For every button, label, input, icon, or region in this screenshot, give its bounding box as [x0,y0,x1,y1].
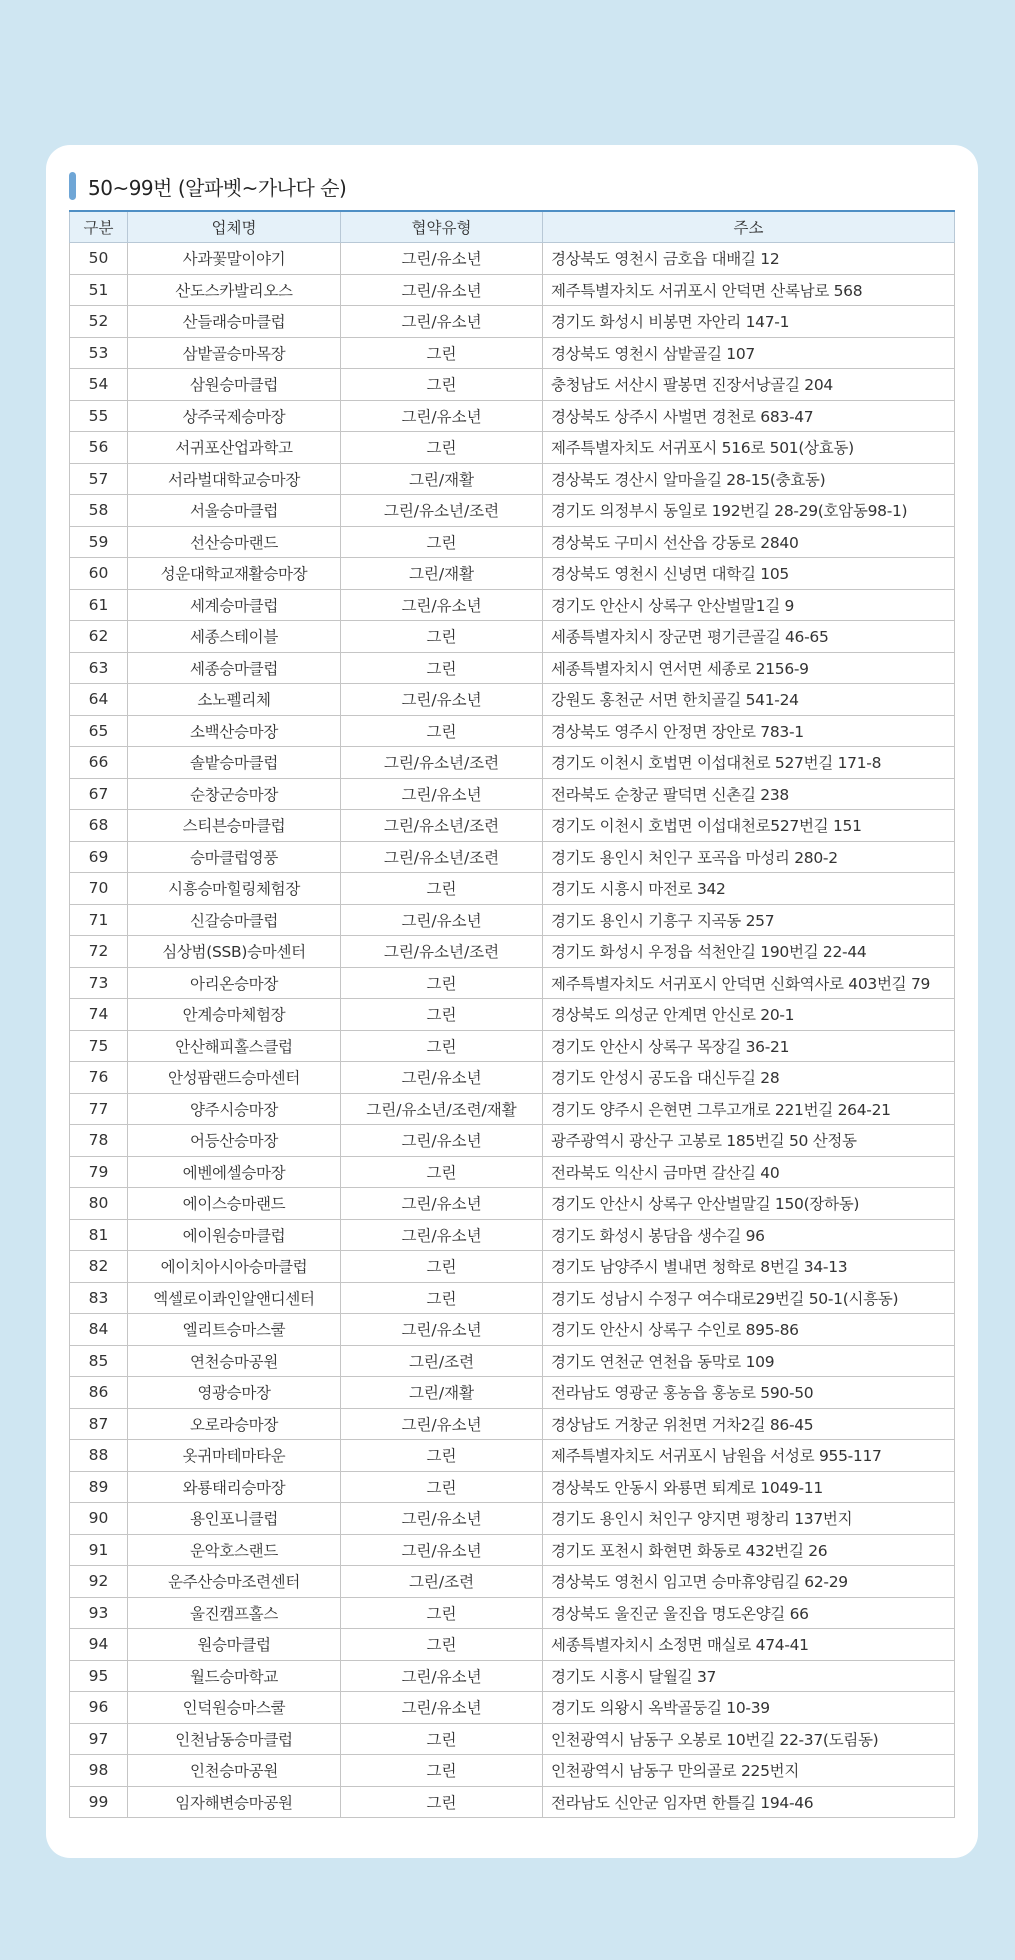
address: 경기도 의왕시 옥박골둥길 10-39 [543,1692,955,1724]
agreement-type: 그린 [341,369,543,401]
company-name: 인천남동승마클럽 [128,1723,341,1755]
table-row [70,1440,955,1472]
agreement-type: 그린/유소년/조련 [341,841,543,873]
company-name: 어등산승마장 [128,1125,341,1157]
address: 경상북도 상주시 사벌면 경천로 683-47 [543,400,955,432]
table-row [70,778,955,810]
agreement-type: 그린 [341,715,543,747]
table-row [70,1786,955,1818]
agreement-type: 그린 [341,1440,543,1472]
company-name: 소노펠리체 [128,684,341,716]
company-name: 인덕원승마스쿨 [128,1692,341,1724]
row-number: 92 [70,1566,128,1598]
section-heading [69,170,346,202]
address: 전라남도 영광군 홍농읍 홍농로 590-50 [543,1377,955,1409]
table-row [70,999,955,1031]
table-row [70,904,955,936]
company-name: 사과꽃말이야기 [128,243,341,275]
row-number: 57 [70,463,128,495]
row-number: 64 [70,684,128,716]
row-number: 85 [70,1345,128,1377]
address: 경상북도 영주시 안정면 장안로 783-1 [543,715,955,747]
table-row [70,1566,955,1598]
row-number: 96 [70,1692,128,1724]
table-row [70,1597,955,1629]
address: 경상북도 영천시 삼밭골길 107 [543,337,955,369]
row-number: 73 [70,967,128,999]
company-name: 원승마클럽 [128,1629,341,1661]
row-number: 98 [70,1755,128,1787]
agreement-type: 그린/유소년 [341,1062,543,1094]
address: 경기도 시흥시 마전로 342 [543,873,955,905]
address: 제주특별자치도 서귀포시 안덕면 신화역사로 403번길 79 [543,967,955,999]
table-row [70,337,955,369]
agreement-type: 그린 [341,1156,543,1188]
address: 경기도 안산시 상록구 목장길 36-21 [543,1030,955,1062]
row-number: 69 [70,841,128,873]
company-name: 삼밭골승마목장 [128,337,341,369]
agreement-type: 그린 [341,873,543,905]
table-row [70,1093,955,1125]
agreement-type: 그린/유소년 [341,1408,543,1440]
table-header-row [70,211,955,243]
agreement-type: 그린/유소년 [341,1660,543,1692]
row-number: 68 [70,810,128,842]
table-row [70,1188,955,1220]
row-number: 90 [70,1503,128,1535]
agreement-type: 그린 [341,1251,543,1283]
table-row [70,1314,955,1346]
company-name: 서라벌대학교승마장 [128,463,341,495]
agreement-type: 그린/유소년 [341,778,543,810]
agreement-type: 그린/유소년 [341,243,543,275]
address: 경기도 이천시 호법면 이섭대천로527번길 151 [543,810,955,842]
row-number: 53 [70,337,128,369]
address: 경기도 포천시 화현면 화동로 432번길 26 [543,1534,955,1566]
agreement-type: 그린 [341,1597,543,1629]
address: 경기도 의정부시 동일로 192번길 28-29(호암동98-1) [543,495,955,527]
row-number: 95 [70,1660,128,1692]
table-row [70,1251,955,1283]
table-row [70,1503,955,1535]
company-name: 안성팜랜드승마센터 [128,1062,341,1094]
header-agreement-type: 협약유형 [341,211,543,243]
address: 경기도 화성시 봉담읍 생수길 96 [543,1219,955,1251]
table-row [70,684,955,716]
agreement-type: 그린/유소년 [341,904,543,936]
address: 경상북도 구미시 선산읍 강동로 2840 [543,526,955,558]
agreement-type: 그린/유소년 [341,684,543,716]
company-name: 상주국제승마장 [128,400,341,432]
agreement-type: 그린/유소년 [341,1314,543,1346]
company-name: 시흥승마힐링체험장 [128,873,341,905]
row-number: 75 [70,1030,128,1062]
company-name: 세계승마클럽 [128,589,341,621]
company-name: 오로라승마장 [128,1408,341,1440]
table-row [70,810,955,842]
address: 경기도 용인시 기흥구 지곡동 257 [543,904,955,936]
address: 제주특별자치도 서귀포시 남원읍 서성로 955-117 [543,1440,955,1472]
company-name: 성운대학교재활승마장 [128,558,341,590]
agreement-type: 그린/유소년 [341,1692,543,1724]
row-number: 51 [70,274,128,306]
company-name: 양주시승마장 [128,1093,341,1125]
company-name: 연천승마공원 [128,1345,341,1377]
agreement-type: 그린/유소년 [341,1125,543,1157]
address: 경상북도 영천시 금호읍 대배길 12 [543,243,955,275]
header-company-name: 업체명 [128,211,341,243]
row-number: 79 [70,1156,128,1188]
address: 경상북도 영천시 임고면 승마휴양림길 62-29 [543,1566,955,1598]
table-row [70,1345,955,1377]
address: 세종특별자치시 연서면 세종로 2156-9 [543,652,955,684]
table-row [70,1534,955,1566]
address: 경기도 성남시 수정구 여수대로29번길 50-1(시흥동) [543,1282,955,1314]
table-row [70,1755,955,1787]
company-name: 심상범(SSB)승마센터 [128,936,341,968]
row-number: 77 [70,1093,128,1125]
table-row [70,715,955,747]
table-row [70,1125,955,1157]
agreement-type: 그린/유소년/조련 [341,936,543,968]
company-name: 삼원승마클럽 [128,369,341,401]
table-row [70,1692,955,1724]
table-row [70,369,955,401]
row-number: 91 [70,1534,128,1566]
stable-list-table [69,210,955,1818]
table-row [70,306,955,338]
row-number: 87 [70,1408,128,1440]
row-number: 84 [70,1314,128,1346]
agreement-type: 그린 [341,1282,543,1314]
address: 강원도 홍천군 서면 한치골길 541-24 [543,684,955,716]
row-number: 62 [70,621,128,653]
agreement-type: 그린 [341,1629,543,1661]
address: 경상남도 거창군 위천면 거차2길 86-45 [543,1408,955,1440]
row-number: 61 [70,589,128,621]
row-number: 54 [70,369,128,401]
address: 경기도 안성시 공도읍 대신두길 28 [543,1062,955,1094]
row-number: 66 [70,747,128,779]
agreement-type: 그린 [341,621,543,653]
row-number: 94 [70,1629,128,1661]
company-name: 신갈승마클럽 [128,904,341,936]
header-address: 주소 [543,211,955,243]
row-number: 72 [70,936,128,968]
address: 세종특별자치시 소정면 매실로 474-41 [543,1629,955,1661]
address: 경상북도 경산시 알마을길 28-15(충효동) [543,463,955,495]
company-name: 운주산승마조련센터 [128,1566,341,1598]
address: 제주특별자치도 서귀포시 안덕면 산록남로 568 [543,274,955,306]
address: 광주광역시 광산구 고봉로 185번길 50 산정동 [543,1125,955,1157]
agreement-type: 그린 [341,1723,543,1755]
agreement-type: 그린 [341,1755,543,1787]
row-number: 76 [70,1062,128,1094]
table-row [70,274,955,306]
company-name: 월드승마학교 [128,1660,341,1692]
address: 인천광역시 남동구 오봉로 10번길 22-37(도림동) [543,1723,955,1755]
table-row [70,1219,955,1251]
address: 경기도 화성시 비봉면 자안리 147-1 [543,306,955,338]
address: 경상북도 안동시 와룡면 퇴계로 1049-11 [543,1471,955,1503]
address: 전라북도 익산시 금마면 갈산길 40 [543,1156,955,1188]
row-number: 89 [70,1471,128,1503]
address: 경기도 안산시 상록구 안산벌말1길 9 [543,589,955,621]
address: 경기도 안산시 상록구 수인로 895-86 [543,1314,955,1346]
address: 경상북도 울진군 울진읍 명도온양길 66 [543,1597,955,1629]
agreement-type: 그린 [341,652,543,684]
address: 경기도 화성시 우정읍 석천안길 190번길 22-44 [543,936,955,968]
company-name: 승마클럽영풍 [128,841,341,873]
company-name: 용인포니클럽 [128,1503,341,1535]
agreement-type: 그린/재활 [341,463,543,495]
agreement-type: 그린 [341,967,543,999]
table-row [70,967,955,999]
table-row [70,589,955,621]
agreement-type: 그린/유소년 [341,1219,543,1251]
table-row [70,873,955,905]
agreement-type: 그린/유소년 [341,1534,543,1566]
address: 충청남도 서산시 팔봉면 진장서낭골길 204 [543,369,955,401]
table-row [70,1030,955,1062]
company-name: 에이원승마클럽 [128,1219,341,1251]
address: 경기도 연천군 연천읍 동막로 109 [543,1345,955,1377]
company-name: 임자해변승마공원 [128,1786,341,1818]
company-name: 엑셀로이콰인알앤디센터 [128,1282,341,1314]
address: 전라북도 순창군 팔덕면 신촌길 238 [543,778,955,810]
address: 인천광역시 남동구 만의골로 225번지 [543,1755,955,1787]
agreement-type: 그린/유소년/조련 [341,810,543,842]
company-name: 서울승마클럽 [128,495,341,527]
table-row [70,1156,955,1188]
section-title: 50~99번 (알파벳~가나다 순) [88,175,347,200]
agreement-type: 그린/유소년 [341,306,543,338]
row-number: 63 [70,652,128,684]
row-number: 81 [70,1219,128,1251]
table-row [70,243,955,275]
address: 경기도 용인시 처인구 양지면 평창리 137번지 [543,1503,955,1535]
company-name: 스티븐승마클럽 [128,810,341,842]
table-row [70,1062,955,1094]
table-row [70,621,955,653]
address: 경기도 양주시 은현면 그루고개로 221번길 264-21 [543,1093,955,1125]
table-row [70,1471,955,1503]
agreement-type: 그린/유소년 [341,589,543,621]
address: 경기도 용인시 처인구 포곡읍 마성리 280-2 [543,841,955,873]
agreement-type: 그린 [341,999,543,1031]
company-name: 와룡태리승마장 [128,1471,341,1503]
table-row [70,1723,955,1755]
row-number: 80 [70,1188,128,1220]
table-row [70,747,955,779]
table-row [70,652,955,684]
row-number: 60 [70,558,128,590]
company-name: 순창군승마장 [128,778,341,810]
row-number: 56 [70,432,128,464]
address: 경기도 시흥시 달월길 37 [543,1660,955,1692]
row-number: 97 [70,1723,128,1755]
address: 경기도 남양주시 별내면 청학로 8번길 34-13 [543,1251,955,1283]
table-row [70,400,955,432]
company-name: 운악호스랜드 [128,1534,341,1566]
agreement-type: 그린/재활 [341,1377,543,1409]
table-row [70,1377,955,1409]
address: 경상북도 영천시 신녕면 대학길 105 [543,558,955,590]
address: 경기도 안산시 상록구 안산벌말길 150(장하동) [543,1188,955,1220]
agreement-type: 그린/유소년 [341,274,543,306]
agreement-type: 그린/유소년 [341,1503,543,1535]
agreement-type: 그린/유소년/조련/재활 [341,1093,543,1125]
company-name: 세종승마클럽 [128,652,341,684]
company-name: 에이치아시아승마클럽 [128,1251,341,1283]
company-name: 옷귀마테마타운 [128,1440,341,1472]
row-number: 59 [70,526,128,558]
table-row [70,432,955,464]
agreement-type: 그린 [341,1471,543,1503]
company-name: 선산승마랜드 [128,526,341,558]
row-number: 86 [70,1377,128,1409]
agreement-type: 그린/조련 [341,1566,543,1598]
row-number: 78 [70,1125,128,1157]
row-number: 82 [70,1251,128,1283]
company-name: 안계승마체험장 [128,999,341,1031]
row-number: 93 [70,1597,128,1629]
company-name: 소백산승마장 [128,715,341,747]
table-row [70,1408,955,1440]
row-number: 99 [70,1786,128,1818]
agreement-type: 그린/조련 [341,1345,543,1377]
address: 제주특별자치도 서귀포시 516로 501(상효동) [543,432,955,464]
address: 경기도 이천시 호법면 이섭대천로 527번길 171-8 [543,747,955,779]
table-row [70,1629,955,1661]
company-name: 세종스테이블 [128,621,341,653]
company-name: 아리온승마장 [128,967,341,999]
company-name: 에벤에셀승마장 [128,1156,341,1188]
table-row [70,558,955,590]
company-name: 산들래승마클럽 [128,306,341,338]
table-body [70,243,955,1818]
table-row [70,526,955,558]
company-name: 에이스승마랜드 [128,1188,341,1220]
row-number: 74 [70,999,128,1031]
agreement-type: 그린/유소년/조련 [341,747,543,779]
table-row [70,1660,955,1692]
row-number: 67 [70,778,128,810]
address: 세종특별자치시 장군면 평기큰골길 46-65 [543,621,955,653]
agreement-type: 그린/유소년 [341,1188,543,1220]
table-row [70,1282,955,1314]
address: 경상북도 의성군 안계면 안신로 20-1 [543,999,955,1031]
company-name: 영광승마장 [128,1377,341,1409]
company-name: 울진캠프홀스 [128,1597,341,1629]
row-number: 65 [70,715,128,747]
company-name: 인천승마공원 [128,1755,341,1787]
row-number: 58 [70,495,128,527]
agreement-type: 그린 [341,1786,543,1818]
header-number: 구분 [70,211,128,243]
table-row [70,495,955,527]
row-number: 70 [70,873,128,905]
row-number: 83 [70,1282,128,1314]
row-number: 71 [70,904,128,936]
table-row [70,841,955,873]
agreement-type: 그린 [341,337,543,369]
agreement-type: 그린/재활 [341,558,543,590]
agreement-type: 그린/유소년/조련 [341,495,543,527]
agreement-type: 그린/유소년 [341,400,543,432]
row-number: 88 [70,1440,128,1472]
company-name: 산도스카발리오스 [128,274,341,306]
company-name: 솔밭승마클럽 [128,747,341,779]
row-number: 55 [70,400,128,432]
agreement-type: 그린 [341,1030,543,1062]
company-name: 서귀포산업과학고 [128,432,341,464]
table-row [70,463,955,495]
address: 전라남도 신안군 임자면 한틀길 194-46 [543,1786,955,1818]
agreement-type: 그린 [341,432,543,464]
company-name: 엘리트승마스쿨 [128,1314,341,1346]
table-row [70,936,955,968]
row-number: 52 [70,306,128,338]
row-number: 50 [70,243,128,275]
agreement-type: 그린 [341,526,543,558]
company-name: 안산해피홀스클럽 [128,1030,341,1062]
title-accent-bar [69,172,76,200]
